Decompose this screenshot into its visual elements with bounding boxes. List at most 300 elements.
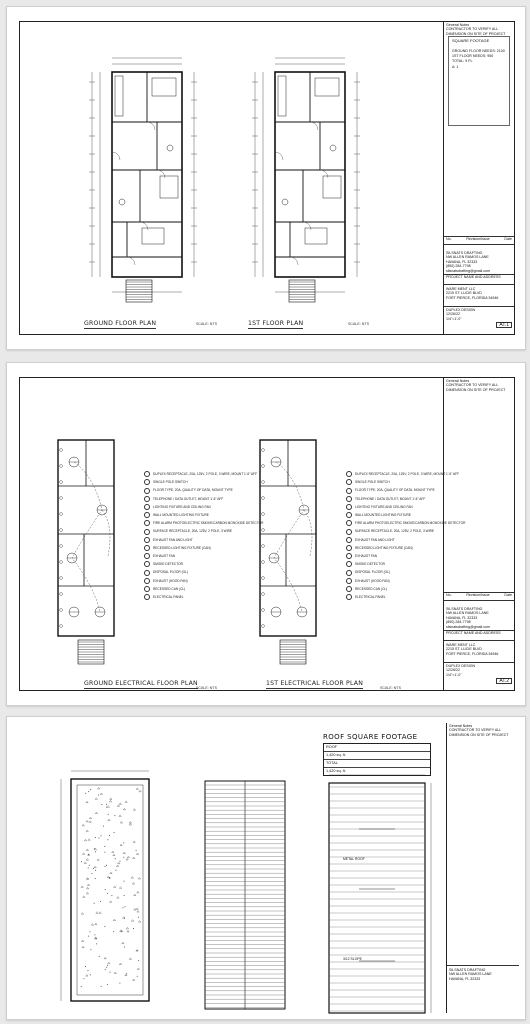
counter <box>115 76 123 116</box>
gravel-mark <box>114 886 116 888</box>
legend-label: WALL MOUNTED LIGHTING FIXTURE <box>153 513 209 518</box>
gravel-mark <box>132 882 134 884</box>
gravel-dot <box>96 943 97 944</box>
bed <box>323 176 341 198</box>
legend-label: LIGHTING FIXTURE AND CEILING FAN <box>153 504 211 509</box>
gravel-dot <box>95 851 96 852</box>
notes-line: DIMENSION ON SITE OF PROJECT <box>449 732 509 737</box>
gravel-dot <box>98 794 99 795</box>
legend-item <box>144 585 263 593</box>
receptacle <box>60 625 63 628</box>
gravel-dot <box>94 934 95 935</box>
rev-col: Revision/Issue <box>466 237 490 241</box>
sheet-number: AT.2 <box>496 678 512 684</box>
gravel-dot <box>109 878 110 879</box>
receptacle <box>262 609 265 612</box>
legend-label: SURFACE RECEPTACLE, 20A, 125V, 2 POLE, 3 WIRE <box>153 529 233 534</box>
gravel-dot <box>106 967 107 968</box>
toilet <box>330 145 336 151</box>
legend-item <box>144 527 263 535</box>
gravel-mark <box>95 812 97 814</box>
wiring-run <box>274 462 304 612</box>
gravel-mark <box>113 854 115 856</box>
roof-outline <box>71 779 149 1001</box>
project-date: 12/26/22 <box>446 312 460 317</box>
gravel-mark <box>109 800 111 802</box>
gravel-mark <box>86 887 88 889</box>
revision-header <box>444 592 514 598</box>
legend-item <box>144 552 263 560</box>
legend-item <box>144 519 263 527</box>
gravel-mark <box>120 844 122 846</box>
first-electrical-plan-scale: SCALE: NTS <box>380 686 401 690</box>
gravel-mark <box>83 896 85 898</box>
gravel-mark <box>107 806 109 808</box>
receptacle <box>60 497 63 500</box>
gravel-dot <box>91 873 92 874</box>
legend-symbol-icon <box>144 545 150 551</box>
gravel-mark <box>133 809 135 811</box>
receptacle <box>60 449 63 452</box>
gravel-dot <box>126 973 127 974</box>
stair <box>289 280 315 302</box>
legend-label: RECESSED LIGHTING FIXTURE (CAN) <box>355 545 413 550</box>
gravel-dot <box>105 866 106 867</box>
legend-symbol-icon <box>346 529 352 535</box>
client-line: WARE MENT LLC <box>446 643 476 647</box>
gravel-mark <box>138 920 140 922</box>
gravel-dot <box>124 895 125 896</box>
legend-symbol-icon <box>346 479 352 485</box>
gravel-mark <box>137 891 139 893</box>
gravel-mark <box>86 849 88 851</box>
legend-item <box>144 544 263 552</box>
gravel-mark <box>126 858 128 860</box>
general-notes <box>444 378 514 393</box>
gravel-mark <box>96 912 98 914</box>
gravel-dot <box>81 861 82 862</box>
gravel-dot <box>88 854 89 855</box>
gravel-dot <box>101 804 102 805</box>
sheet-number: AT.1 <box>496 322 512 328</box>
gravel-mark <box>136 788 138 790</box>
firm-line: NW ALLEN RAMOS LANE <box>446 611 489 616</box>
gravel-mark <box>119 887 121 889</box>
gravel-dot <box>106 807 107 808</box>
legend-symbol-icon <box>144 496 150 502</box>
gravel-mark <box>82 853 84 855</box>
legend-symbol-icon <box>346 545 352 551</box>
legend-label: EXHAUST (HOOD FAN) <box>153 578 188 583</box>
legend-item <box>144 536 263 544</box>
gravel-dot <box>107 965 108 966</box>
legend-symbol-icon <box>144 529 150 535</box>
gravel-mark <box>134 908 136 910</box>
roof-framing-plan-drawing <box>197 777 293 1013</box>
gravel-mark <box>91 924 93 926</box>
metal-roof-plan-drawing <box>319 765 439 1015</box>
gravel-mark <box>86 801 88 803</box>
receptacle <box>60 609 63 612</box>
gravel-dot <box>105 969 106 970</box>
legend-label: EXHAUST (HOOD FAN) <box>355 578 390 583</box>
firm-line: SILSNATS DRAFTING <box>449 968 486 972</box>
title-block <box>446 723 519 1013</box>
sf-line: A: 1 <box>452 64 459 69</box>
rev-col: Revision/Issue <box>466 593 490 597</box>
gravel-dot <box>87 970 88 971</box>
sf-line: GROUND FLOOR NEEDS: 2100 <box>452 49 505 53</box>
legend-symbol-icon <box>346 586 352 592</box>
project-scale: 1/4"=1'-0" <box>446 316 462 321</box>
legend-item <box>144 495 263 503</box>
gravel-mark <box>89 821 91 823</box>
project-label: PROJECT NAME AND ADDRESS <box>446 631 501 635</box>
roof-slope-label: 3/12 SLOPE <box>343 957 362 961</box>
gravel-mark <box>86 830 88 832</box>
legend-label: TELEPHONE / DATA OUTLET, MOUNT 1'-6" AFF <box>153 496 224 501</box>
gravel-mark <box>86 975 88 977</box>
gravel-dot <box>124 947 125 948</box>
legend-label: EXHAUST FAN AND LIGHT <box>355 537 395 542</box>
gravel-mark <box>136 853 138 855</box>
roof-table-row: ROOF <box>324 744 430 752</box>
gravel-dot <box>105 889 106 890</box>
gravel-dot <box>107 984 108 985</box>
stair <box>126 280 152 302</box>
electrical-legend-ground <box>144 470 263 601</box>
firm-line: (850) 284-7798 <box>446 620 471 625</box>
legend-label: ELECTRICAL PANEL <box>355 595 386 600</box>
gravel-mark <box>104 957 106 959</box>
legend-symbol-icon <box>144 578 150 584</box>
legend-symbol-icon <box>346 512 352 518</box>
gravel-dot <box>85 793 86 794</box>
notes-title: General Notes <box>449 724 473 728</box>
general-notes <box>444 22 514 37</box>
gravel-mark <box>97 787 99 789</box>
first-floor-plan-drawing <box>245 52 375 312</box>
gravel-mark <box>129 958 131 960</box>
door-swing <box>157 170 165 178</box>
gravel-dot <box>88 936 89 937</box>
legend-item <box>144 511 263 519</box>
door-swing <box>303 222 311 230</box>
receptacle <box>60 513 63 516</box>
door-swing <box>320 170 328 178</box>
project-scale: 1/4"=1'-0" <box>446 672 462 677</box>
gravel-dot <box>137 976 138 977</box>
legend-label: RECESSED CAN (CL) <box>355 586 388 591</box>
toilet <box>167 145 173 151</box>
notes-line: CONTRACTOR TO VERIFY ALL <box>449 728 502 733</box>
legend-symbol-icon <box>144 471 150 477</box>
firm-line: HAVANA, FL 32333 <box>446 615 478 620</box>
legend-symbol-icon <box>346 471 352 477</box>
legend-symbol-icon <box>346 504 352 510</box>
counter <box>278 76 286 116</box>
gravel-mark <box>131 920 133 922</box>
roof-structure-plan-drawing <box>59 769 159 1009</box>
gravel-dot <box>104 852 105 853</box>
notes-title: General Notes <box>446 23 470 27</box>
metal-roof-label: METAL ROOF <box>343 857 365 861</box>
firm-line: HAVANA, FL 32333 <box>446 259 478 264</box>
gravel-mark <box>123 808 125 810</box>
client-line: 2215 ST. LUCIE BLVD <box>446 291 482 296</box>
legend-symbol-icon <box>346 520 352 526</box>
gravel-mark <box>129 823 131 825</box>
door-swing <box>147 122 155 130</box>
sheet-roof-plans <box>6 716 526 1020</box>
gravel-mark <box>119 963 121 965</box>
legend-label: ELECTRICAL PANEL <box>153 595 184 600</box>
legend-label: EXHAUST FAN <box>355 554 378 559</box>
title-block <box>443 22 514 334</box>
gravel-mark <box>116 865 118 867</box>
receptacle <box>262 625 265 628</box>
gravel-dot <box>123 842 124 843</box>
project-label: PROJECT NAME AND ADDRESS <box>446 275 501 279</box>
legend-symbol-icon <box>144 520 150 526</box>
firm-line: HAVANA, FL 32333 <box>449 976 481 981</box>
legend-item <box>144 568 263 576</box>
legend-item <box>144 560 263 568</box>
gravel-mark <box>112 851 114 853</box>
legend-symbol-icon <box>144 479 150 485</box>
gravel-mark <box>86 892 88 894</box>
gravel-mark <box>97 859 99 861</box>
gravel-dot <box>85 966 86 967</box>
bed <box>315 78 339 96</box>
client-line: WARE MENT LLC <box>446 287 476 291</box>
notes-line: CONTRACTOR TO VERIFY ALL <box>446 27 499 32</box>
bed <box>305 228 327 244</box>
legend-label: LIGHTING FIXTURE AND CEILING FAN <box>355 504 413 509</box>
gravel-mark <box>125 801 127 803</box>
firm-line: silsnatsdrafting@gmail.com <box>446 268 490 273</box>
gravel-dot <box>133 928 134 929</box>
gravel-mark <box>114 972 116 974</box>
firm-line: NW ALLEN RAMOS LANE <box>449 972 492 977</box>
receptacle <box>262 465 265 468</box>
gravel-dot <box>88 791 89 792</box>
legend-label: TELEPHONE / DATA OUTLET, MOUNT 1'-6" AFF <box>355 496 426 501</box>
gravel-dot <box>138 917 139 918</box>
legend-label: SINGLE POLE SWITCH <box>355 480 390 485</box>
legend-symbol-icon <box>144 512 150 518</box>
gravel-dot <box>83 978 84 979</box>
legend-item <box>144 478 263 486</box>
legend-symbol-icon <box>144 561 150 567</box>
legend-symbol-icon <box>144 553 150 559</box>
square-footage-title: SQUARE FOOTAGE <box>452 38 490 43</box>
legend-symbol-icon <box>346 570 352 576</box>
rev-col: Date <box>504 593 512 597</box>
gravel-mark <box>136 908 138 910</box>
gravel-dot <box>138 960 139 961</box>
square-footage-box <box>448 36 510 126</box>
firm-line: SILSNATS DRAFTING <box>446 607 483 611</box>
gravel-dot <box>115 870 116 871</box>
client-line: FORT PIERCE, FLORIDA 34946 <box>446 651 499 656</box>
receptacle <box>60 561 63 564</box>
first-electrical-plan-title: 1ST ELECTRICAL FLOOR PLAN <box>266 680 364 687</box>
gravel-dot <box>90 789 91 790</box>
firm-line: SILSNATS DRAFTING <box>446 251 483 255</box>
roof-square-footage-table <box>323 743 431 776</box>
gravel-mark <box>134 894 136 896</box>
gravel-dot <box>107 839 108 840</box>
receptacle <box>60 481 63 484</box>
roof-table-row: 1,420 sq. ft. <box>324 752 430 760</box>
legend-item <box>144 486 263 494</box>
gravel-dot <box>124 906 125 907</box>
legend-item <box>144 577 263 585</box>
general-notes <box>447 723 519 738</box>
gravel-mark <box>138 877 140 879</box>
notes-line: CONTRACTOR TO VERIFY ALL <box>446 383 499 388</box>
gravel-mark <box>87 884 89 886</box>
ground-electrical-plan-scale: SCALE: NTS <box>196 686 217 690</box>
gravel-mark <box>108 962 110 964</box>
door-swing <box>275 152 283 160</box>
gravel-mark <box>110 798 112 800</box>
legend-label: FLOOR TYPE, 20A, QUALITY OF DATA, MOUNT TYPE <box>153 488 233 493</box>
ground-floor-plan-title: GROUND FLOOR PLAN <box>84 320 157 327</box>
first-floor-plan-title: 1ST FLOOR PLAN <box>248 320 304 327</box>
receptacle <box>60 465 63 468</box>
gravel-mark <box>113 919 115 921</box>
gravel-mark <box>117 897 119 899</box>
gravel-mark <box>131 877 133 879</box>
legend-symbol-icon <box>144 594 150 600</box>
legend-symbol-icon <box>346 537 352 543</box>
gravel-mark <box>110 872 112 874</box>
legend-label: DISPOSAL FLOOR (GL) <box>153 570 188 575</box>
gravel-dot <box>94 903 95 904</box>
sheet-frame <box>19 21 515 335</box>
legend-symbol-icon <box>144 586 150 592</box>
gravel-dot <box>89 931 90 932</box>
square-footage-lines <box>452 49 505 70</box>
gravel-dot <box>108 814 109 815</box>
firm-info <box>444 606 514 630</box>
gravel-dot <box>114 832 115 833</box>
gravel-dot <box>109 972 110 973</box>
gravel-dot <box>101 835 102 836</box>
gravel-dot <box>109 835 110 836</box>
firm-line: NW ALLEN RAMOS LANE <box>446 255 489 260</box>
gravel-dot <box>93 868 94 869</box>
sf-line: TOTAL: 9 FL <box>452 59 473 64</box>
door-swing <box>127 257 135 265</box>
receptacle <box>60 577 63 580</box>
legend-symbol-icon <box>346 488 352 494</box>
legend-item <box>144 470 263 478</box>
receptacle <box>60 593 63 596</box>
gravel-mark <box>88 839 90 841</box>
client-info <box>444 642 514 657</box>
gravel-mark <box>89 817 91 819</box>
gravel-mark <box>133 857 135 859</box>
gravel-dot <box>123 857 124 858</box>
client-info <box>444 286 514 301</box>
gravel-mark <box>95 923 97 925</box>
door-swing <box>112 152 120 160</box>
gravel-mark <box>119 815 121 817</box>
legend-symbol-icon <box>144 488 150 494</box>
legend-symbol-icon <box>346 553 352 559</box>
door-swing <box>310 122 318 130</box>
gravel-dot <box>104 926 105 927</box>
gravel-mark <box>81 913 83 915</box>
legend-symbol-icon <box>346 496 352 502</box>
roof-table-row: 1,420 sq. ft. <box>326 769 346 773</box>
project-date: 12/26/22 <box>446 668 460 673</box>
receptacle <box>60 529 63 532</box>
firm-line: silsnatsdrafting@gmail.com <box>446 624 490 629</box>
legend-item <box>144 503 263 511</box>
project-type: DUPLEX DESIGN <box>446 308 476 312</box>
gravel-dot <box>115 858 116 859</box>
bed <box>160 176 178 198</box>
gravel-dot <box>107 893 108 894</box>
gravel-mark <box>99 912 101 914</box>
first-floor-plan-scale: SCALE: NTS <box>348 322 369 326</box>
project-details <box>444 307 514 322</box>
gravel-dot <box>103 826 104 827</box>
gravel-mark <box>95 798 97 800</box>
client-line: FORT PIERCE, FLORIDA 34946 <box>446 295 499 300</box>
gravel-dot <box>122 907 123 908</box>
gravel-dot <box>99 956 100 957</box>
legend-label: RECESSED CAN (CL) <box>153 586 186 591</box>
wiring-run <box>304 510 312 556</box>
legend-label: DUPLEX RECEPTACLE, 20A, 125V, 2 POLE, 3 WIRE, MOUNT 1'-6" AFF <box>355 472 460 476</box>
gravel-mark <box>109 901 111 903</box>
client-line: 2215 ST. LUCIE BLVD <box>446 647 482 652</box>
legend-label: DUPLEX RECEPTACLE, 20A, 125V, 2 POLE, 3 WIRE, MOUNT 1'-6" AFF <box>153 472 258 476</box>
sheet-electrical-plans <box>6 362 526 706</box>
gravel-mark <box>127 930 129 932</box>
gravel-dot <box>106 804 107 805</box>
bed <box>152 78 176 96</box>
gravel-mark <box>137 910 139 912</box>
gravel-dot <box>106 865 107 866</box>
project-type: DUPLEX DESIGN <box>446 664 476 668</box>
gravel-dot <box>111 895 112 896</box>
gravel-mark <box>137 968 139 970</box>
gravel-dot <box>95 837 96 838</box>
roof-square-footage-title: ROOF SQUARE FOOTAGE <box>323 733 418 741</box>
gravel-mark <box>82 946 84 948</box>
gravel-mark <box>132 979 134 981</box>
legend-label: SMOKE DETECTOR <box>355 562 385 567</box>
project-details <box>444 663 514 678</box>
toilet <box>119 199 125 205</box>
toilet <box>282 199 288 205</box>
legend-symbol-icon <box>346 578 352 584</box>
rev-col: No. <box>446 237 452 241</box>
gravel-dot <box>81 986 82 987</box>
legend-label: DISPOSAL FLOOR (GL) <box>355 570 390 575</box>
gravel-mark <box>81 886 83 888</box>
legend-label: EXHAUST FAN AND LIGHT <box>153 537 193 542</box>
door-swing <box>140 222 148 230</box>
gravel-dot <box>98 838 99 839</box>
notes-title: General Notes <box>446 379 470 383</box>
